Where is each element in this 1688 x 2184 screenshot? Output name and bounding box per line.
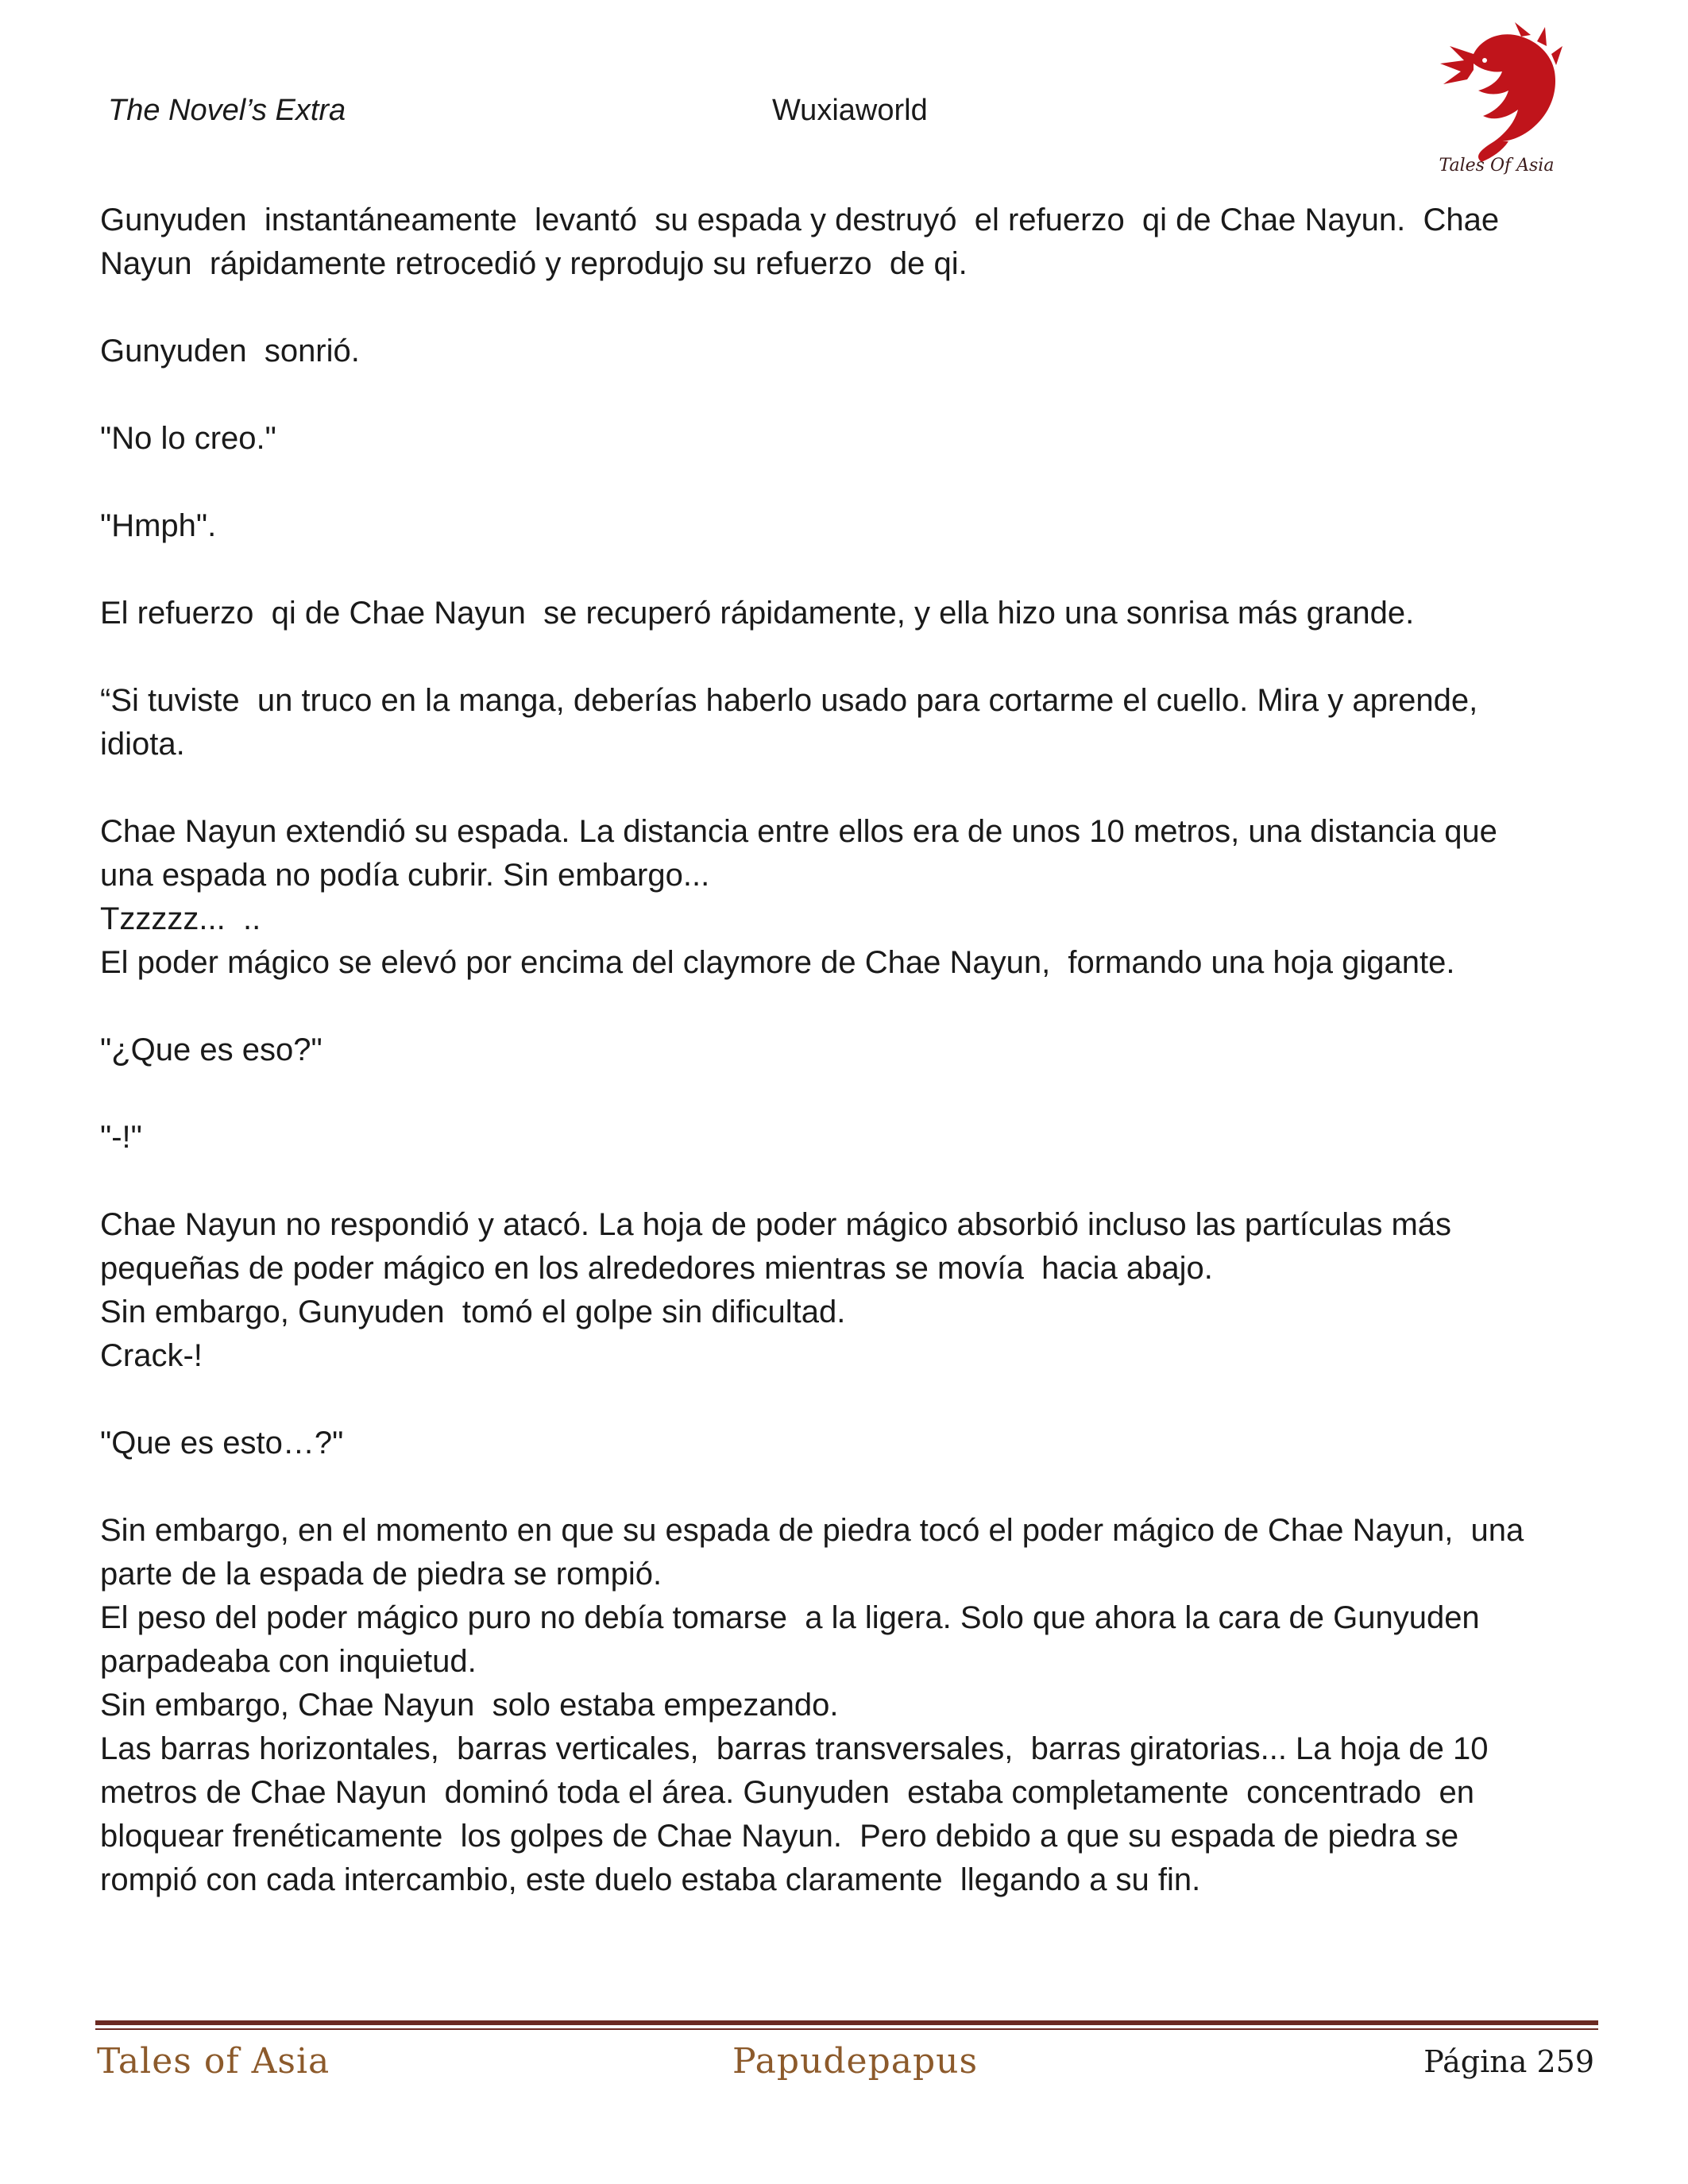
paragraph: "Que es esto…?"	[100, 1426, 344, 1461]
paragraph: El refuerzo qi de Chae Nayun se recuperó rápidamente, y ella hizo una sonrisa más grande.	[100, 596, 1415, 631]
header-site-name: Wuxiaworld	[772, 94, 928, 127]
paragraph: Sin embargo, en el momento en que su espada de piedra tocó el poder mágico de Chae Nayun, una parte de la espada de piedra se rompió. El peso del poder mágico puro no debía tomarse a la ligera. Solo que ahora la cara de Gunyuden parpadeaba con inquietud. Sin embargo, Chae Nayun solo estaba empezando. Las barras horizontales, barras verticales, barras transversales, barras giratorias... La hoja de 10 metros de Chae Nayun dominó toda el área. Gunyuden estaba completamente concentrado en bloquear frenéticamente los golpes de Chae Nayun. Pero debido a que su espada de piedra se rompió con cada intercambio, este duelo estaba claramente llegando a su fin.	[100, 1513, 1524, 1897]
header-novel-title: The Novel’s Extra	[108, 94, 346, 127]
paragraph: "¿Que es eso?"	[100, 1032, 323, 1067]
paragraph: Gunyuden sonrió.	[100, 334, 360, 369]
footer-group-name: Tales of Asia	[97, 2041, 330, 2082]
paragraph: "Hmph".	[100, 508, 217, 543]
paragraph: “Si tuviste un truco en la manga, deberías haberlo usado para cortarme el cuello. Mira y aprende, idiota.	[100, 683, 1478, 762]
footer-translator: Papudepapus	[732, 2041, 979, 2082]
page-number: Página 259	[1423, 2044, 1594, 2079]
paragraph: Chae Nayun extendió su espada. La distancia entre ellos era de unos 10 metros, una distancia que una espada no podía cubrir. Sin embargo... Tzzzzz... .. El poder mágico se elevó por encima del claymore de Chae Nayun, formando una hoja gigante.	[100, 814, 1497, 980]
paragraph: Chae Nayun no respondió y atacó. La hoja de poder mágico absorbió incluso las partículas más pequeñas de poder mágico en los alrededores mientras se movía hacia abajo. Sin embargo, Gunyuden tomó el golpe sin dificultad. Crack-!	[100, 1207, 1452, 1373]
tales-of-asia-logo	[1426, 22, 1565, 189]
dragon-icon	[1426, 22, 1565, 165]
paragraph: "-!"	[100, 1120, 142, 1155]
logo-text: Tales Of Asia	[1439, 156, 1555, 176]
footer-divider	[95, 2020, 1598, 2025]
footer-divider-thin	[95, 2028, 1598, 2030]
chapter-body	[100, 199, 1593, 1902]
paragraph: Gunyuden instantáneamente levantó su espada y destruyó el refuerzo qi de Chae Nayun. Chae Nayun rápidamente retrocedió y reprodujo su refuerzo de qi.	[100, 203, 1500, 281]
paragraph: "No lo creo."	[100, 421, 276, 456]
